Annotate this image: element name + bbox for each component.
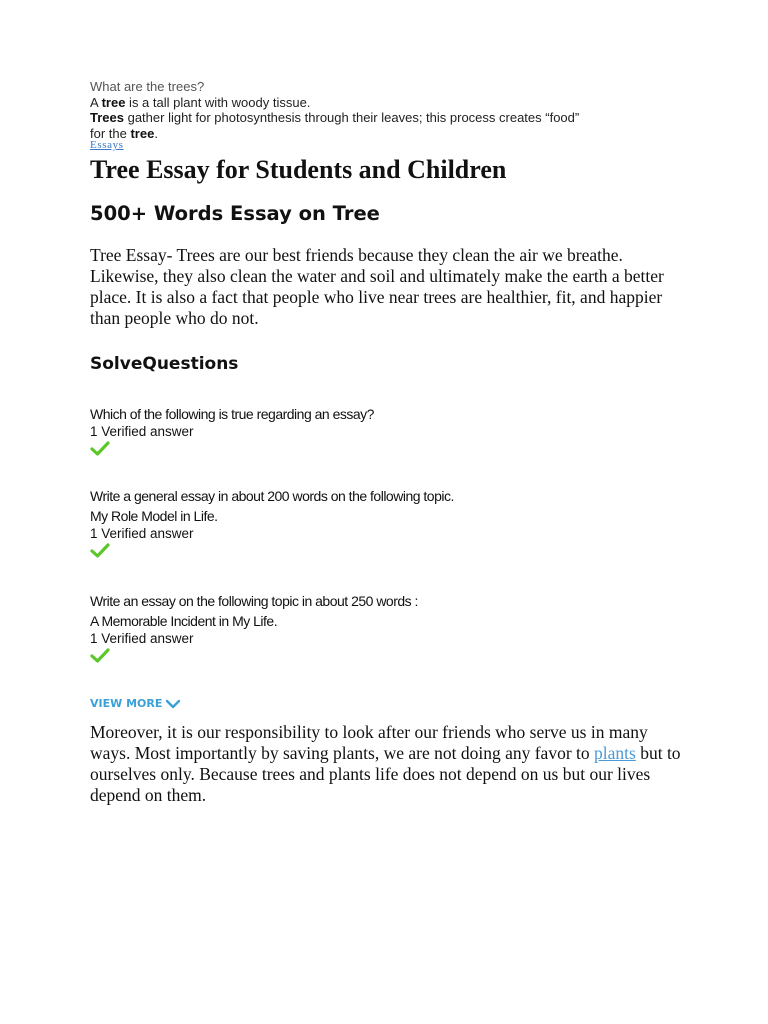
essay-paragraph-2 bbox=[90, 722, 690, 806]
question-item[interactable] bbox=[90, 404, 650, 458]
intro-question: What are the trees? bbox=[90, 79, 205, 94]
question-item[interactable] bbox=[90, 591, 650, 665]
intro-for-the-bold: tree bbox=[130, 125, 155, 141]
essay-paragraph-1: Tree Essay- Trees are our best friends because they clean the air we breathe. Likewise, they also clean the water and soil and ultimately make the earth a better place. It is also a fact that people who live near trees are healthier, fit, and happier than people who do not. bbox=[90, 245, 664, 328]
intro-definition-bold: tree bbox=[101, 94, 126, 110]
chevron-down-icon bbox=[165, 698, 181, 710]
intro-for-the-prefix: for the bbox=[90, 125, 131, 141]
check-icon bbox=[90, 542, 110, 560]
check-icon bbox=[90, 647, 110, 665]
question-topic: A Memorable Incident in My Life. bbox=[90, 613, 278, 629]
intro-definition-rest: is a tall plant with woody tissue. bbox=[125, 94, 311, 110]
solve-questions-heading: SolveQuestions bbox=[90, 354, 239, 374]
essays-link[interactable]: Essays bbox=[90, 139, 124, 151]
essay-subtitle: 500+ Words Essay on Tree bbox=[90, 202, 380, 225]
paragraph-2-after-link: but to ourselves only. Because trees and plants life does not depend on us but our lives depend on them. bbox=[90, 743, 681, 805]
verified-answer-count: 1 Verified answer bbox=[90, 526, 194, 541]
view-more-button[interactable] bbox=[90, 697, 181, 710]
view-more-label: VIEW MORE bbox=[90, 697, 163, 710]
paragraph-2-before-link: Moreover, it is our responsibility to look after our friends who serve us in many ways. Most importantly by saving plants, we are not doing any favor to bbox=[90, 722, 648, 763]
question-item[interactable] bbox=[90, 486, 650, 560]
page-title: Tree Essay for Students and Children bbox=[90, 155, 507, 184]
question-text[interactable]: Write an essay on the following topic in about 250 words : bbox=[90, 593, 418, 609]
question-text[interactable]: Write a general essay in about 200 words on the following topic. bbox=[90, 488, 454, 504]
verified-answer-count: 1 Verified answer bbox=[90, 631, 194, 646]
verified-answer-count: 1 Verified answer bbox=[90, 424, 194, 439]
intro-definition bbox=[90, 95, 690, 111]
check-icon bbox=[90, 440, 110, 458]
intro-for-the-tree bbox=[90, 126, 690, 142]
intro-photosynthesis-bold: Trees bbox=[90, 110, 124, 125]
question-text[interactable]: Which of the following is true regarding an essay? bbox=[90, 406, 374, 422]
intro-definition-prefix: A bbox=[90, 94, 102, 110]
question-topic: My Role Model in Life. bbox=[90, 508, 218, 524]
intro-for-the-rest: . bbox=[154, 125, 158, 141]
plants-link[interactable]: plants bbox=[594, 743, 636, 763]
intro-photosynthesis bbox=[90, 110, 690, 126]
intro-block bbox=[90, 79, 690, 141]
intro-photosynthesis-rest: gather light for photosynthesis through their leaves; this process creates “food” bbox=[123, 110, 580, 125]
